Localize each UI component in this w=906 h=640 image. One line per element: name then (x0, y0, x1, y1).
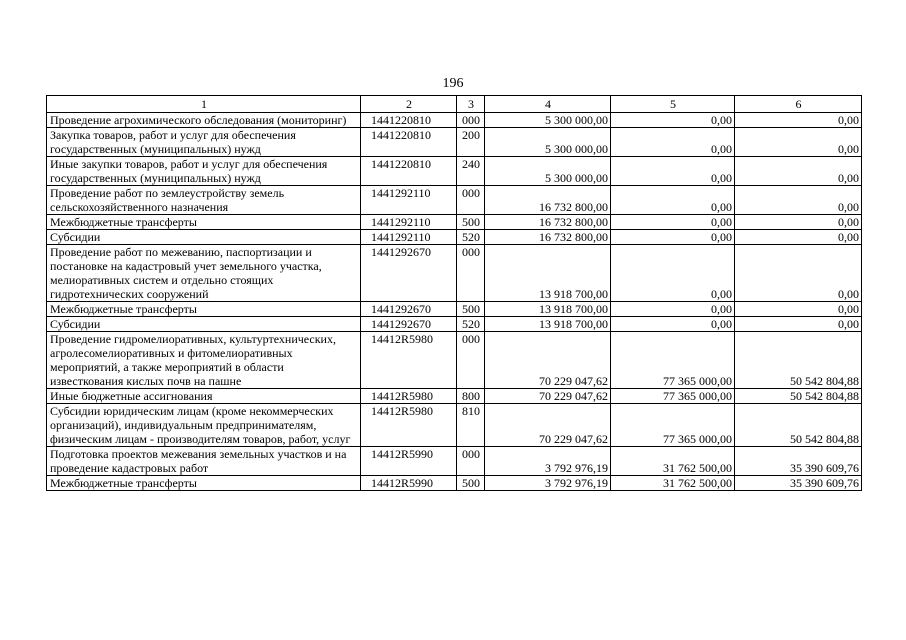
row-expense-type: 000 (457, 245, 485, 302)
row-name: Межбюджетные трансферты (47, 302, 361, 317)
row-code: 1441292110 (361, 230, 457, 245)
row-expense-type: 000 (457, 113, 485, 128)
row-name: Закупка товаров, работ и услуг для обеспечения государственных (муниципальных) нужд (47, 128, 361, 157)
row-amount-col5: 31 762 500,00 (611, 447, 735, 476)
table-row (47, 447, 862, 476)
row-amount-col4: 70 229 047,62 (485, 404, 611, 447)
table-row (47, 113, 862, 128)
row-code: 1441292670 (361, 317, 457, 332)
row-amount-col5: 0,00 (611, 302, 735, 317)
row-amount-col6: 0,00 (735, 215, 862, 230)
row-amount-col6: 50 542 804,88 (735, 389, 862, 404)
row-expense-type: 500 (457, 302, 485, 317)
row-amount-col4: 13 918 700,00 (485, 302, 611, 317)
row-amount-col4: 70 229 047,62 (485, 389, 611, 404)
row-amount-col6: 0,00 (735, 230, 862, 245)
row-code: 1441220810 (361, 113, 457, 128)
row-amount-col6: 0,00 (735, 113, 862, 128)
table-row (47, 215, 862, 230)
row-code: 1441292110 (361, 215, 457, 230)
page-number: 196 (442, 76, 464, 91)
budget-table (46, 95, 862, 491)
row-name: Субсидии (47, 230, 361, 245)
row-amount-col4: 5 300 000,00 (485, 113, 611, 128)
row-code: 14412R5990 (361, 447, 457, 476)
row-amount-col5: 0,00 (611, 317, 735, 332)
table-row (47, 157, 862, 186)
row-expense-type: 520 (457, 317, 485, 332)
row-amount-col5: 31 762 500,00 (611, 476, 735, 491)
row-expense-type: 000 (457, 186, 485, 215)
column-header: 6 (735, 96, 862, 113)
row-name: Проведение работ по землеустройству земель сельскохозяйственного назначения (47, 186, 361, 215)
row-name: Субсидии (47, 317, 361, 332)
row-expense-type: 500 (457, 476, 485, 491)
row-name: Субсидии юридическим лицам (кроме некоммерческих организаций), индивидуальным предпринимателям, физическим лицам - производителям товаров, работ, услуг (47, 404, 361, 447)
row-amount-col4: 5 300 000,00 (485, 157, 611, 186)
column-header: 1 (47, 96, 361, 113)
row-amount-col5: 0,00 (611, 128, 735, 157)
row-amount-col4: 13 918 700,00 (485, 245, 611, 302)
table-row (47, 245, 862, 302)
row-code: 14412R5980 (361, 404, 457, 447)
row-code: 1441220810 (361, 128, 457, 157)
row-code: 14412R5980 (361, 332, 457, 389)
row-code: 1441292670 (361, 245, 457, 302)
row-amount-col5: 0,00 (611, 186, 735, 215)
row-amount-col6: 0,00 (735, 245, 862, 302)
row-amount-col4: 16 732 800,00 (485, 215, 611, 230)
row-code: 14412R5990 (361, 476, 457, 491)
row-amount-col6: 0,00 (735, 186, 862, 215)
row-expense-type: 800 (457, 389, 485, 404)
row-name: Межбюджетные трансферты (47, 476, 361, 491)
row-amount-col4: 70 229 047,62 (485, 332, 611, 389)
row-name: Проведение гидромелиоративных, культуртехнических, агролесомелиоративных и фитомелиоративных мероприятий, а также мероприятий в области известкования кислых почв на пашне (47, 332, 361, 389)
row-amount-col5: 0,00 (611, 245, 735, 302)
table-row (47, 317, 862, 332)
column-header: 3 (457, 96, 485, 113)
row-amount-col5: 0,00 (611, 215, 735, 230)
row-amount-col6: 0,00 (735, 302, 862, 317)
table-header-row (47, 96, 862, 113)
row-amount-col5: 77 365 000,00 (611, 332, 735, 389)
row-name: Проведение работ по межеванию, паспортизации и постановке на кадастровый учет земельного участка, мелиоративных систем и отдельно стоящих гидротехнических сооружений (47, 245, 361, 302)
row-name: Проведение агрохимического обследования (мониторинг) (47, 113, 361, 128)
row-expense-type: 000 (457, 332, 485, 389)
row-amount-col6: 35 390 609,76 (735, 476, 862, 491)
row-amount-col5: 77 365 000,00 (611, 404, 735, 447)
table-row (47, 302, 862, 317)
row-expense-type: 240 (457, 157, 485, 186)
row-name: Межбюджетные трансферты (47, 215, 361, 230)
row-expense-type: 810 (457, 404, 485, 447)
row-code: 1441292110 (361, 186, 457, 215)
row-name: Иные закупки товаров, работ и услуг для обеспечения государственных (муниципальных) нужд (47, 157, 361, 186)
row-name: Иные бюджетные ассигнования (47, 389, 361, 404)
row-amount-col6: 0,00 (735, 317, 862, 332)
row-expense-type: 000 (457, 447, 485, 476)
row-expense-type: 200 (457, 128, 485, 157)
row-amount-col6: 50 542 804,88 (735, 404, 862, 447)
row-amount-col4: 16 732 800,00 (485, 186, 611, 215)
row-amount-col6: 0,00 (735, 157, 862, 186)
row-amount-col4: 13 918 700,00 (485, 317, 611, 332)
table-row (47, 186, 862, 215)
row-amount-col5: 77 365 000,00 (611, 389, 735, 404)
row-amount-col6: 35 390 609,76 (735, 447, 862, 476)
row-amount-col5: 0,00 (611, 157, 735, 186)
row-code: 1441220810 (361, 157, 457, 186)
table-row (47, 230, 862, 245)
row-expense-type: 520 (457, 230, 485, 245)
table-row (47, 476, 862, 491)
column-header: 2 (361, 96, 457, 113)
row-code: 1441292670 (361, 302, 457, 317)
table-row (47, 389, 862, 404)
table-row (47, 404, 862, 447)
row-code: 14412R5980 (361, 389, 457, 404)
row-amount-col4: 16 732 800,00 (485, 230, 611, 245)
column-header: 4 (485, 96, 611, 113)
row-amount-col6: 0,00 (735, 128, 862, 157)
row-amount-col5: 0,00 (611, 230, 735, 245)
column-header: 5 (611, 96, 735, 113)
row-expense-type: 500 (457, 215, 485, 230)
table-row (47, 128, 862, 157)
row-amount-col4: 3 792 976,19 (485, 447, 611, 476)
row-amount-col4: 5 300 000,00 (485, 128, 611, 157)
row-amount-col6: 50 542 804,88 (735, 332, 862, 389)
row-amount-col4: 3 792 976,19 (485, 476, 611, 491)
row-name: Подготовка проектов межевания земельных участков и на проведение кадастровых работ (47, 447, 361, 476)
row-amount-col5: 0,00 (611, 113, 735, 128)
table-row (47, 332, 862, 389)
